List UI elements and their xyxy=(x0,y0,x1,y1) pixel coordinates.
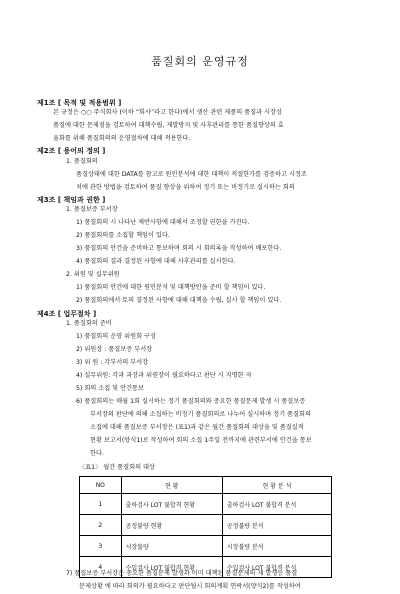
table-cell: 수입검사 LOT 불합격 분석 xyxy=(222,557,331,578)
table-cell: 4 xyxy=(80,557,122,578)
table-cell: 공정불량 현황 xyxy=(121,515,222,536)
article-3-line: 1. 품질보증 부서장 xyxy=(66,206,118,213)
table-header-analysis: 현 황 분 석 xyxy=(222,477,331,494)
table-row xyxy=(80,494,332,515)
article-4-heading: 제4조 [ 업무절차 ] xyxy=(37,310,97,318)
table-row xyxy=(80,536,332,557)
table-cell: 시장불량 분석 xyxy=(222,536,331,557)
table-cell: 2 xyxy=(80,515,122,536)
article-3-line: 3) 품질회의 안건을 준비하고 통보하며 회의 시 회의록을 작성하여 배포한다. xyxy=(76,245,282,252)
article-3-heading: 제3조 [ 책임과 권한 ] xyxy=(37,196,106,204)
article-4-line: 1) 품질회의 운영 위원회 구성 xyxy=(76,333,156,340)
tail-line: 문제상황 에 따라 회의가 필요하다고 판단될시 회의계획 연락서(양식2)를 작성하여 xyxy=(79,583,301,590)
article-1-line: 본 규정은 ○○ 주식회사 (이하 “회사”라고 한다)에서 생산 관련 제품의 품질과 시장성 xyxy=(53,109,282,116)
article-4-line: 소집에 대해 품질보증 부서장은 (표1)과 같은 월간 품질회의 대상을 및 품질실적 xyxy=(90,424,304,431)
article-3-line: 4) 품질회의 결과 결정된 사항에 대해 사후관리를 실시한다. xyxy=(76,258,236,265)
article-2-line: 치에 관한 방법을 검토하여 품질 향상을 위하여 정기 또는 비정기로 실시하는 회의 xyxy=(76,184,295,191)
article-3-line: 2. 위원 및 실무위원 xyxy=(66,271,120,278)
article-4-line: 부서장의 판단에 의해 소집하는 비정기 품질회의로 나누어 실시하며 정기 품질회의 xyxy=(90,411,311,418)
document-title: 품질회의 운영규정 xyxy=(151,55,249,68)
article-1-line: 품질에 대한 문제점을 검토하여 대책수립, 재발방지 및 사후관리를 통한 품질향상의 효 xyxy=(53,122,284,129)
table-row xyxy=(80,515,332,536)
article-4-line: 1. 품질회의 준비 xyxy=(66,320,112,327)
table-cell: 3 xyxy=(80,536,122,557)
article-4-line: 3) 위 원 : 각부서의 부서장 xyxy=(76,359,149,366)
table-header-row xyxy=(80,477,332,494)
article-3-line: 2) 품질회의를 소집할 책임이 있다. xyxy=(76,232,170,239)
article-4-line: 6) 품질회의는 매월 1회 실시하는 정기 품질회의와 중요한 품질문제 발생 시 품질보증 xyxy=(76,398,306,405)
table-cell: 출하검사 LOT 불합격 현황 xyxy=(121,494,222,515)
tail-line: 7) 품질보증 부서장은 중요한 품질문제 발생과 이미 대책된 품질문제의 재 발생등 품질 xyxy=(66,570,298,577)
article-2-line: 품질상태에 대한 DATA를 참고로 원인분석에 대한 대책이 적절한가를 검증하고 시정조 xyxy=(76,171,307,178)
article-3-line: 1) 품질회의 안건에 대한 원인분석 및 대책방안을 준비 할 책임이 있다. xyxy=(76,284,266,291)
table-cell: 공정불량 분석 xyxy=(222,515,331,536)
article-4-line: 5) 회의 소집 및 안건통보 xyxy=(76,385,145,392)
article-4-line: 2) 위원장 : 품질보증 부서장 xyxy=(76,346,153,353)
article-2-line: 1. 품질회의 xyxy=(66,158,98,165)
table-header-status: 현 황 xyxy=(121,477,222,494)
article-4-line: 현황 보고서(양식1)로 작성하여 회의 소집 1주일 전까지에 관련부서에 안건을 통보 xyxy=(90,437,312,444)
table-cell: 출하검사 LOT 불합격 분석 xyxy=(222,494,331,515)
table-cell: 시장불량 xyxy=(121,536,222,557)
article-3-line: 1) 품질회의 시 나타난 제반사항에 대해서 조정할 권한을 가진다. xyxy=(76,219,250,226)
article-4-line: 한다. xyxy=(90,450,104,457)
monthly-quality-meeting-table xyxy=(79,476,332,578)
article-3-line: 2) 품질회의에서 토의 결정된 사항에 대해 대책을 수립, 실시 할 책임이 있다. xyxy=(76,297,282,304)
table-caption: 〈표1〉 월간 품질회의 대상 xyxy=(79,464,156,471)
article-1-heading: 제1조 [ 목적 및 적용범위 ] xyxy=(37,99,122,107)
table-cell: 수입검사 LOT 불합격 현황 xyxy=(121,557,222,578)
table-header-no: NO xyxy=(80,477,122,494)
article-1-line: 율화를 위해 품질회의의 운영절차에 대해 적용한다. xyxy=(53,135,191,142)
article-2-heading: 제2조 [ 용어의 정의 ] xyxy=(37,147,106,155)
table-cell: 1 xyxy=(80,494,122,515)
article-4-line: 4) 실무위원: 각과 과장과 위원장이 필요하다고 판단 시 지명한 자 xyxy=(76,372,252,379)
